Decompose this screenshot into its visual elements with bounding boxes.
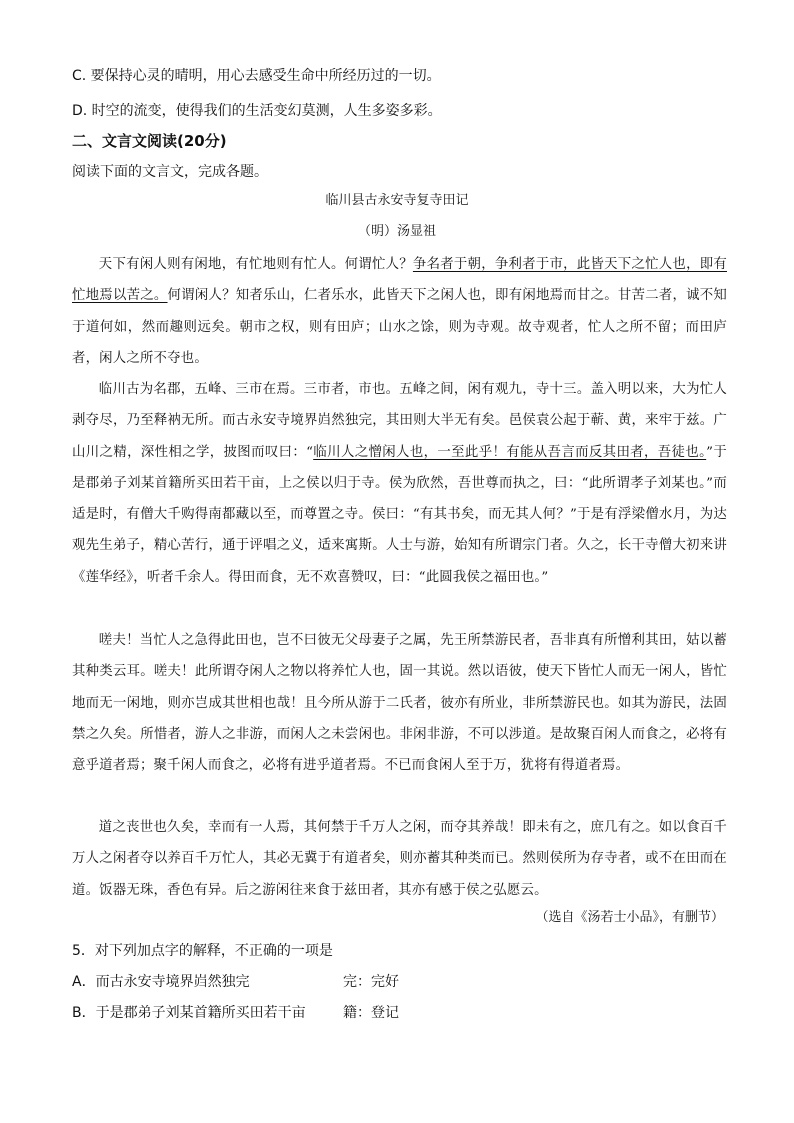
question-option-b: B．于是郡弟子刘某首籍所买田若干亩 <box>72 1005 306 1021</box>
underlined-sentence-1: 争名者于朝，争利者于市，此皆天下之忙人也，即有忙地焉以苦之。 <box>72 257 727 304</box>
section-heading: 二、文言文阅读(20分) <box>72 132 227 150</box>
option-d: D. 时空的流变，使得我们的生活变幻莫测，人生多姿多彩。 <box>72 103 442 119</box>
section-instruction: 阅读下面的文言文，完成各题。 <box>72 164 268 180</box>
paragraph-2: 临川古为名郡，五峰、三市在焉。三市者，市也。五峰之间，闲有观九，寺十三。盖入明以来，大为忙人剥夺尽，乃至释衲无所。而古永安寺境界岿然独完，其田则大半无有矣。邑侯袁公起于蕲、黄，来牢于兹。广山川之精，深性相之学，披图而叹曰：“临川人之憎闲人也，一至此乎！有能从吾言而反其田者，吾徒也。”于是郡弟子刘某首籍所买田若干亩，上之侯以归于寺。侯为欣然，吾世尊而执之，曰：“此所谓孝子刘某也。”而适是时，有僧大千购得南都藏以至，而尊置之寺。侯曰：“有其书矣，而无其人何？”于是有浮梁僧水月，为达观先生弟子，精心苦行，通于评唱之义，适来寓斯。人士与游，始知有所谓宗门者。久之，长干寺僧大初来讲《莲华经》，听者千余人。得田而食，无不欢喜赞叹，曰：“此圆我侯之福田也。” <box>72 382 727 585</box>
paragraph-1: 天下有闲人则有闲地，有忙地则有忙人。何谓忙人？争名者于朝，争利者于市，此皆天下之忙人也，即有忙地焉以苦之。何谓闲人？知者乐山，仁者乐水，此皆天下之闲人也，即有闲地焉而甘之。甘苦二者，诚不知于道何如，然而趣则远矣。朝市之权，则有田庐；山水之馀，则为寺观。故寺观者，忙人之所不留；而田庐者，闲人之所不夺也。 <box>72 257 727 366</box>
paragraph-4: 道之丧世也久矣，幸而有一人焉，其何禁于千万人之闲，而夺其养哉！即未有之，庶几有之。如以食百千万人之闲者夺以养百千万忙人，其必无冀于有道者矣，则亦蓄其种类而已。然则侯所为存寺者，或不在田而在道。饭器无珠，香色有异。后之游闲往来食于兹田者，其亦有感于侯之弘愿云。 <box>72 820 727 898</box>
question-option-a: A．而古永安寺境界岿然独完 <box>72 974 250 990</box>
question-option-b-answer: 籍：登记 <box>343 1005 399 1021</box>
option-c: C. 要保持心灵的晴明，用心去感受生命中所经历过的一切。 <box>72 68 441 84</box>
paragraph-3: 嗟夫！当忙人之急得此田也，岂不曰彼无父母妻子之属，先王所禁游民者，吾非真有所憎利其田，姑以蓄其种类云耳。嗟夫！此所谓夺闲人之物以将养忙人也，固一其说。然以语彼，使天下皆忙人而无一闲人，皆忙地而无一闲地，则亦岂成其世相也哉！且今所从游于二氏者，彼亦有所业，非所禁游民也。如其为游民，法固禁之久矣。所惜者，游人之非游，而闲人之未尝闲也。非闲非游，不可以涉道。是故聚百闲人而食之，必将有意乎道者焉；聚千闲人而食之，必将有进乎道者焉。不已而食闲人至于万，犹将有得道者焉。 <box>72 633 727 774</box>
essay-title: 临川县古永安寺复寺田记 <box>325 193 469 208</box>
question-stem: 5．对下列加点字的解释，不正确的一项是 <box>72 943 333 959</box>
essay-source: （选自《汤若士小品》，有删节） <box>535 910 724 925</box>
underlined-sentence-2: 临川人之憎闲人也，一至此乎！有能从吾言而反其田者，吾徒也。 <box>313 444 707 460</box>
question-option-a-answer: 完：完好 <box>343 974 399 990</box>
essay-author: （明）汤显祖 <box>357 224 436 239</box>
